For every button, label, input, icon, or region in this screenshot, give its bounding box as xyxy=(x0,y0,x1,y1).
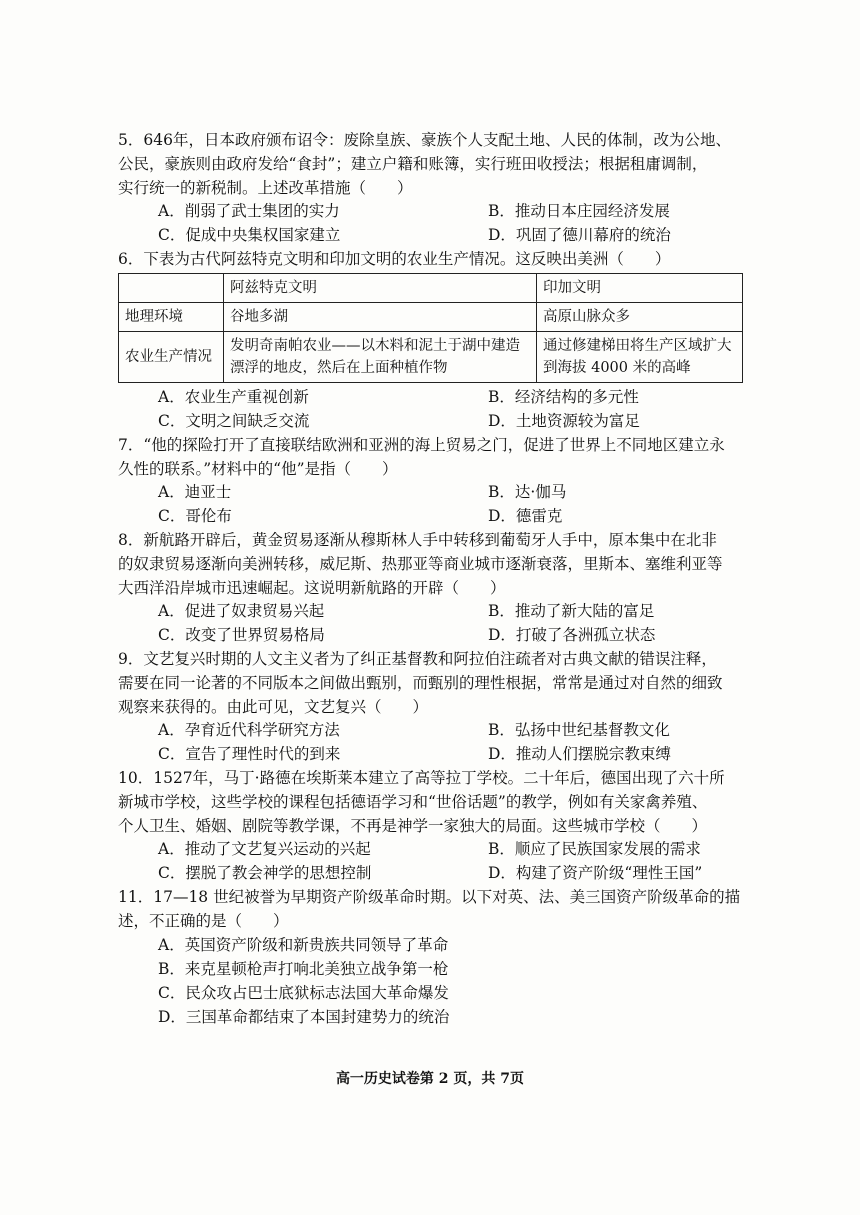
question-text: 大西洋沿岸城市迅速崛起。这说明新航路的开辟（ ） xyxy=(118,579,506,597)
option-a: A．孕育近代科学研究方法 xyxy=(158,721,340,739)
option-d: D．巩固了德川幕府的统治 xyxy=(488,225,671,244)
option-d: D．德雷克 xyxy=(488,506,563,525)
options xyxy=(118,719,758,766)
option-c: C．文明之间缺乏交流 xyxy=(158,411,310,430)
option-b: B．经济结构的多元性 xyxy=(488,388,639,406)
question-text: 9．文艺复兴时期的人文主义者为了纠正基督教和阿拉伯注疏者对古典文献的错误注释， xyxy=(118,650,717,668)
question-text: 个人卫生、婚姻、剧院等教学课，不再是神学一家独大的局面。这些城市学校（ ） xyxy=(118,817,708,835)
question-8 xyxy=(118,528,758,647)
question-text: 5．646年，日本政府颁布诏令：废除皇族、豪族个人支配土地、人民的体制，改为公地、 xyxy=(118,131,731,149)
question-text: 新城市学校，这些学校的课程包括德语学习和“世俗话题”的教学，例如有关家禽养殖、 xyxy=(118,793,708,811)
question-text: 8．新航路开辟后，黄金贸易逐渐从穆斯林人手中转移到葡萄牙人手中，原本集中在北非 xyxy=(118,531,717,549)
question-7 xyxy=(118,433,758,528)
question-text: 需要在同一论著的不同版本之间做出甄别，而甄别的理性根据，常常是通过对自然的细致 xyxy=(118,674,723,692)
table-row xyxy=(119,332,743,383)
option-a: A．促进了奴隶贸易兴起 xyxy=(158,602,325,620)
options xyxy=(118,386,758,433)
option-a: A．迪亚士 xyxy=(158,483,232,501)
question-text: 述，不正确的是（ ） xyxy=(118,912,289,930)
option-a: A．推动了文艺复兴运动的兴起 xyxy=(158,840,371,858)
table-cell: 谷地多湖 xyxy=(224,303,537,332)
options xyxy=(118,600,758,647)
table-cell: 高原山脉众多 xyxy=(537,303,743,332)
table-cell: 农业生产情况 xyxy=(119,332,224,383)
question-9 xyxy=(118,647,758,766)
option-d: D．构建了资产阶级“理性王国” xyxy=(488,863,703,882)
option-d: D．三国革命都结束了本国封建势力的统治 xyxy=(158,1008,450,1026)
question-6 xyxy=(118,247,758,433)
page-footer: 高一历史试卷第 2 页，共 7页 xyxy=(335,1071,525,1087)
option-a: A．农业生产重视创新 xyxy=(158,388,309,406)
question-11 xyxy=(118,885,758,1029)
option-c: C．宣告了理性时代的到来 xyxy=(158,744,341,763)
question-text: 11．17—18 世纪被誉为早期资产阶级革命时期。以下对英、法、美三国资产阶级革命的描 xyxy=(118,888,741,906)
table-cell: 阿兹特克文明 xyxy=(224,274,537,303)
option-d: D．推动人们摆脱宗教束缚 xyxy=(488,744,671,763)
question-text: 久性的联系。”材料中的“他”是指（ ） xyxy=(118,460,398,478)
question-text: 实行统一的新税制。上述改革措施（ ） xyxy=(118,179,413,197)
question-text: 的奴隶贸易逐渐向美洲转移，威尼斯、热那亚等商业城市逐渐衰落，里斯本、塞维利亚等 xyxy=(118,555,723,573)
table-cell: 地理环境 xyxy=(119,303,224,332)
question-text: 公民，豪族则由政府发给“食封”；建立户籍和账簿，实行班田收授法；根据租庸调制， xyxy=(118,155,708,173)
options xyxy=(118,200,758,247)
question-5 xyxy=(118,128,758,247)
option-c: C．民众攻占巴士底狱标志法国大革命爆发 xyxy=(158,984,449,1002)
table-header-row xyxy=(119,274,743,303)
table-cell xyxy=(119,274,224,303)
options xyxy=(118,933,758,1029)
question-text: 6．下表为古代阿兹特克文明和印加文明的农业生产情况。这反映出美洲（ ） xyxy=(118,250,671,268)
questions-area xyxy=(118,128,758,1029)
option-b: B．弘扬中世纪基督教文化 xyxy=(488,721,670,739)
table-cell: 通过修建梯田将生产区域扩大到海拔 4000 米的高峰 xyxy=(537,332,743,383)
option-c: C．哥伦布 xyxy=(158,506,232,525)
option-d: D．打破了各洲孤立状态 xyxy=(488,625,656,644)
option-d: D．土地资源较为富足 xyxy=(488,411,640,430)
option-b: B．来克星顿枪声打响北美独立战争第一枪 xyxy=(158,960,449,978)
option-a: A．英国资产阶级和新贵族共同领导了革命 xyxy=(158,936,449,954)
comparison-table xyxy=(118,273,743,383)
question-10 xyxy=(118,766,758,885)
question-text: 10．1527年，马丁·路德在埃斯莱本建立了高等拉丁学校。二十年后，德国出现了六十所 xyxy=(118,769,725,787)
table-row xyxy=(119,303,743,332)
option-b: B．推动了新大陆的富足 xyxy=(488,602,655,620)
option-b: B．顺应了民族国家发展的需求 xyxy=(488,840,701,858)
option-b: B．推动日本庄园经济发展 xyxy=(488,202,670,220)
question-text: 7．“他的探险打开了直接联结欧洲和亚洲的海上贸易之门，促进了世界上不同地区建立永 xyxy=(118,436,725,454)
option-a: A．削弱了武士集团的实力 xyxy=(158,202,340,220)
table-cell: 印加文明 xyxy=(537,274,743,303)
options xyxy=(118,481,758,528)
option-c: C．促成中央集权国家建立 xyxy=(158,225,341,244)
question-text: 观察来获得的。由此可见，文艺复兴（ ） xyxy=(118,698,429,716)
option-c: C．改变了世界贸易格局 xyxy=(158,625,325,644)
options xyxy=(118,838,758,885)
table-cell: 发明奇南帕农业——以木料和泥土于湖中建造漂浮的地皮，然后在上面种植作物 xyxy=(224,332,537,383)
option-c: C．摆脱了教会神学的思想控制 xyxy=(158,863,372,882)
option-b: B．达·伽马 xyxy=(488,483,567,501)
